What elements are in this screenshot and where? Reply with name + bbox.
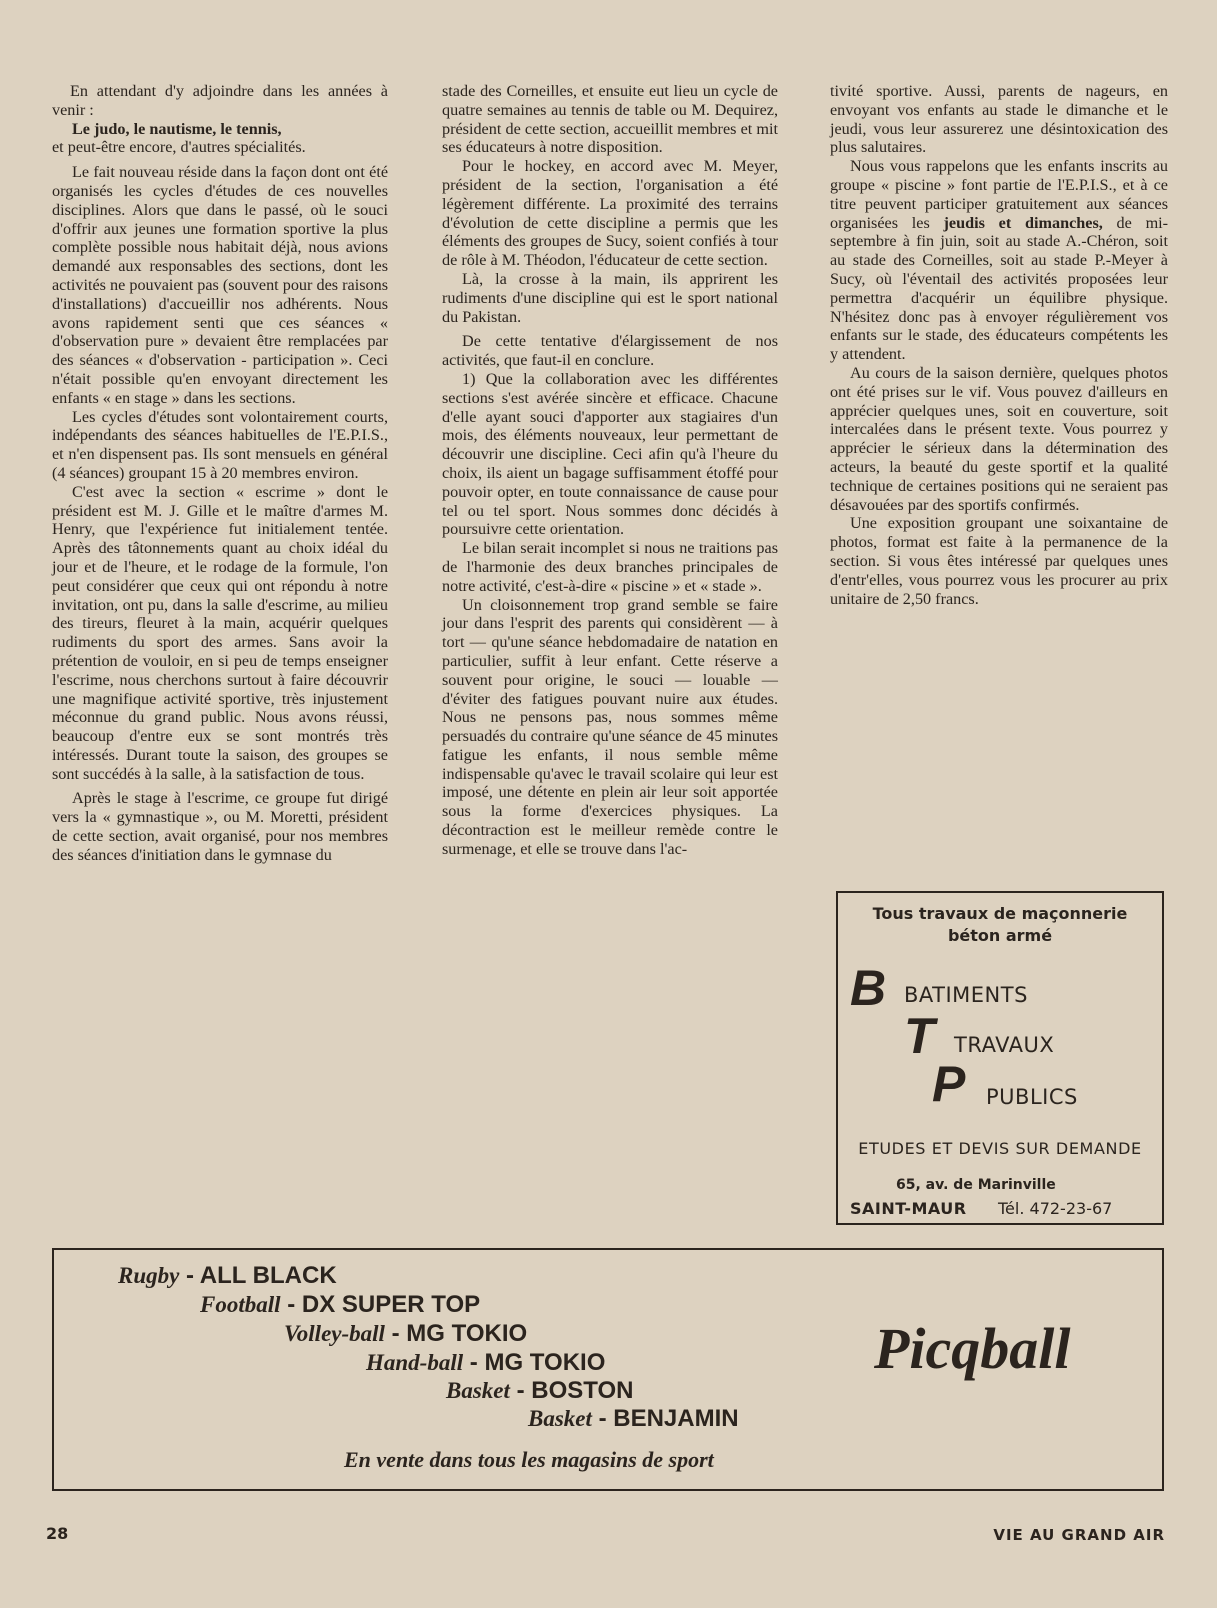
article-column-1	[52, 82, 388, 865]
separator: -	[469, 1349, 478, 1376]
word-travaux: TRAVAUX	[954, 1033, 1055, 1057]
sport-name: Rugby	[118, 1263, 180, 1288]
paragraph: Pour le hockey, en accord avec M. Meyer, président de la section, l'organisation a été légèrement différente. La proximité des terrains d'évolution de cette discipline a permis que les éléments des groupes de Sucy, soient confiés à tour de rôle à M. Théodon, l'éducateur de cette section.	[442, 157, 778, 270]
bold-text: dimanches,	[1024, 213, 1103, 232]
btp-advertisement	[836, 891, 1164, 1225]
paragraph: Une exposition groupant une soixantaine de photos, format est faite à la permanence de la section. Si vous êtes intéressé par quelques unes d'entr'elles, vous pourrez vous les procurer au prix unitaire de 2,50 francs.	[830, 514, 1168, 608]
product-line	[528, 1405, 739, 1433]
model-name: MG TOKIO	[484, 1349, 606, 1376]
product-line	[118, 1262, 337, 1290]
ad-header-line: béton armé	[947, 926, 1053, 945]
paragraph: Le bilan serait incomplet si nous ne traitions pas de l'harmonie des deux branches principales de notre activité, c'est-à-dire « piscine » et « stade ».	[442, 539, 778, 595]
paragraph: C'est avec la section « escrime » dont le président est M. J. Gille et le maître d'armes M. Henry, que l'expérience fut initialement tentée. Après des tâtonnements quant au choix idéal du jour et de l'heure, et le rodage de la formule, l'on peut considérer que ceux qui ont répondu à notre invitation, ont pu, dans la salle d'escrime, au milieu des tireurs, fleuret à la main, acquérir quelques rudiments du sport des armes. Sans avoir la prétention de vouloir, en si peu de temps enseigner l'escrime, nous cherchons surtout à faire découvrir une magnifique activité sportive, très injustement méconnue du grand public. Nous avons réussi, beaucoup d'entre eux se sont montrés très intéressés. Durant toute la saison, des groupes se sont succédés à la salle, à la satisfaction de tous.	[52, 482, 388, 783]
separator: -	[598, 1405, 607, 1432]
paragraph: Les cycles d'études sont volontairement courts, indépendants des séances habituelles de l'E.P.I.S., et n'en dispensent pas. Ils sont mensuels en général (4 séances) groupant 15 à 20 membres environ.	[52, 407, 388, 482]
paragraph: tivité sportive. Aussi, parents de nageurs, en envoyant vos enfants au stade le dimanche et le jeudi, vous leur assurerez une désintoxication des plus salutaires.	[830, 82, 1168, 157]
separator: -	[391, 1320, 400, 1347]
model-name: BOSTON	[531, 1377, 634, 1404]
separator: -	[516, 1377, 525, 1404]
picqball-logo	[870, 1312, 1110, 1388]
initial-p: P	[932, 1056, 966, 1112]
model-name: ALL BLACK	[199, 1262, 337, 1289]
sport-name: Volley-ball	[284, 1321, 385, 1346]
model-name: MG TOKIO	[406, 1320, 528, 1347]
paragraph: et peut-être encore, d'autres spécialités.	[52, 138, 306, 157]
ad-header	[838, 903, 1162, 947]
separator: -	[287, 1291, 296, 1318]
separator: -	[186, 1262, 195, 1289]
bold-text: Le judo, le nautisme, le tennis,	[72, 119, 282, 138]
paragraph: Là, la crosse à la main, ils apprirent les rudiments d'une discipline qui est le sport national du Pakistan.	[442, 269, 778, 326]
ad-tagline: En vente dans tous les magasins de sport	[344, 1447, 714, 1472]
text: de mi-septembre à fin juin, soit au stade A.-Chéron, soit au stade des Corneilles, soit au stade P.-Meyer à Sucy, où l'éventail des activités proposées leur permettra d'acquérir un équilibre physique. N'hésitez donc pas à envoyer régulièrement vos enfants sur le stade, des éducateurs compétents les y attendent.	[830, 213, 1169, 364]
paragraph: En attendant d'y adjoindre dans les années à venir :	[52, 82, 388, 119]
paragraph: Après le stage à l'escrime, ce groupe fut dirigé vers la « gymnastique », ou M. Moretti, président de cette section, avait organisé, pour nos membres des séances d'initiation dans le gymnase du	[52, 789, 388, 864]
product-line	[446, 1377, 633, 1405]
article-column-3	[830, 82, 1168, 608]
model-name: DX SUPER TOP	[301, 1291, 481, 1318]
sport-name: Football	[200, 1292, 281, 1317]
product-line	[200, 1291, 480, 1319]
paragraph-bold-disciplines	[52, 120, 388, 139]
brand-wordmark: Picqball	[874, 1316, 1071, 1381]
text: Nous vous rappelons que les enfants inscrits au groupe « piscine » font partie de l'E.P.I.S., et à ce titre peuvent participer gratuitement aux séances organisées les	[830, 157, 1168, 232]
word-publics: PUBLICS	[986, 1085, 1078, 1109]
bold-text: et	[998, 213, 1012, 232]
paragraph: 1) Que la collaboration avec les différentes sections s'est avérée sincère et efficace. Chacune d'elle ayant souci d'apporter aux stagiaires d'un mois, des éléments nouveaux, leur permettant de découvrir une discipline. Ceci afin qu'à l'heure du choix, ils aient un bagage suffisamment étoffé pour pouvoir opter, en toute connaissance de cause pour tel ou tel sport. Nous sommes donc décidés à poursuivre cette orientation.	[442, 369, 778, 539]
model-name: BENJAMIN	[613, 1405, 739, 1432]
paragraph	[830, 157, 1168, 364]
paragraph: De cette tentative d'élargissement de nos activités, que faut-il en conclure.	[442, 332, 778, 370]
bold-text: jeudis	[943, 213, 985, 232]
paragraph: Un cloisonnement trop grand semble se faire jour dans l'esprit des parents qui considèrent — à tort — qu'une séance hebdomadaire de natation en particulier, suffit à leur enfant. Cette réserve a souvent pour origine, le souci — louable — d'éviter des fatigues pouvant nuire aux études. Nous ne pensons pas, nous sommes même persuadés du contraire qu'une séance de 45 minutes fatigue les enfants, il nous semble même indispensable qu'avec le travail scolaire qui leur est imposé, une détente en plein air leur soit apportée sous la forme d'exercices physiques. La décontraction est le meilleur remède contre le surmenage, et elle se trouve dans l'ac-	[442, 595, 778, 858]
paragraph: Au cours de la saison dernière, quelques photos ont été prises sur le vif. Vous pouvez d'ailleurs en apprécier quelques unes, soit en couverture, soit intercalées dans le présent texte. Vous pourrez y apprécier le sérieux dans la détermination des acteurs, la beauté du geste sportif et la qualité technique de certaines positions qui ne seraient pas désavouées par des sportifs confirmés.	[830, 363, 1168, 514]
article-column-2	[442, 82, 778, 859]
ad-header-line: Tous travaux de maçonnerie	[872, 904, 1128, 923]
product-line	[284, 1320, 527, 1348]
sport-name: Hand-ball	[366, 1350, 464, 1375]
ad-services: ETUDES ET DEVIS SUR DEMANDE	[858, 1139, 1142, 1158]
ad-city: SAINT-MAUR	[850, 1199, 967, 1218]
ad-address: 65, av. de Marinville	[896, 1177, 1056, 1193]
initial-t: T	[904, 1008, 935, 1064]
page-number: 28	[46, 1524, 69, 1543]
sport-name: Basket	[446, 1378, 510, 1403]
initial-b: B	[850, 960, 887, 1016]
picqball-advertisement	[52, 1248, 1164, 1491]
paragraph: Le fait nouveau réside dans la façon dont ont été organisés les cycles d'études de ces nouvelles disciplines. Alors que dans le passé, où le souci d'offrir aux jeunes une formation sportive la plus complète possible nous habitait déjà, nous avions demandé aux responsables des sections, dont les activités ne pouvaient pas (souvent pour des raisons d'installations) d'accueillir nos adhérents. Nous avons rapidement senti que ces séances « d'observation pure » devaient être remplacées par des séances « d'observation - participation ». Ceci n'était possible qu'en envoyant directement les enfants « en stage » dans les sections.	[52, 163, 388, 407]
sport-name: Basket	[528, 1406, 592, 1431]
product-line	[366, 1349, 605, 1377]
paragraph: stade des Corneilles, et ensuite eut lieu un cycle de quatre semaines au tennis de table ou M. Dequirez, président de cette section, accueillit membres et mit ses éducateurs à notre disposition.	[442, 82, 778, 157]
magazine-name: VIE AU GRAND AIR	[993, 1526, 1165, 1544]
word-batiments: BATIMENTS	[904, 983, 1028, 1007]
ad-phone: Tél. 472-23-67	[998, 1199, 1113, 1218]
